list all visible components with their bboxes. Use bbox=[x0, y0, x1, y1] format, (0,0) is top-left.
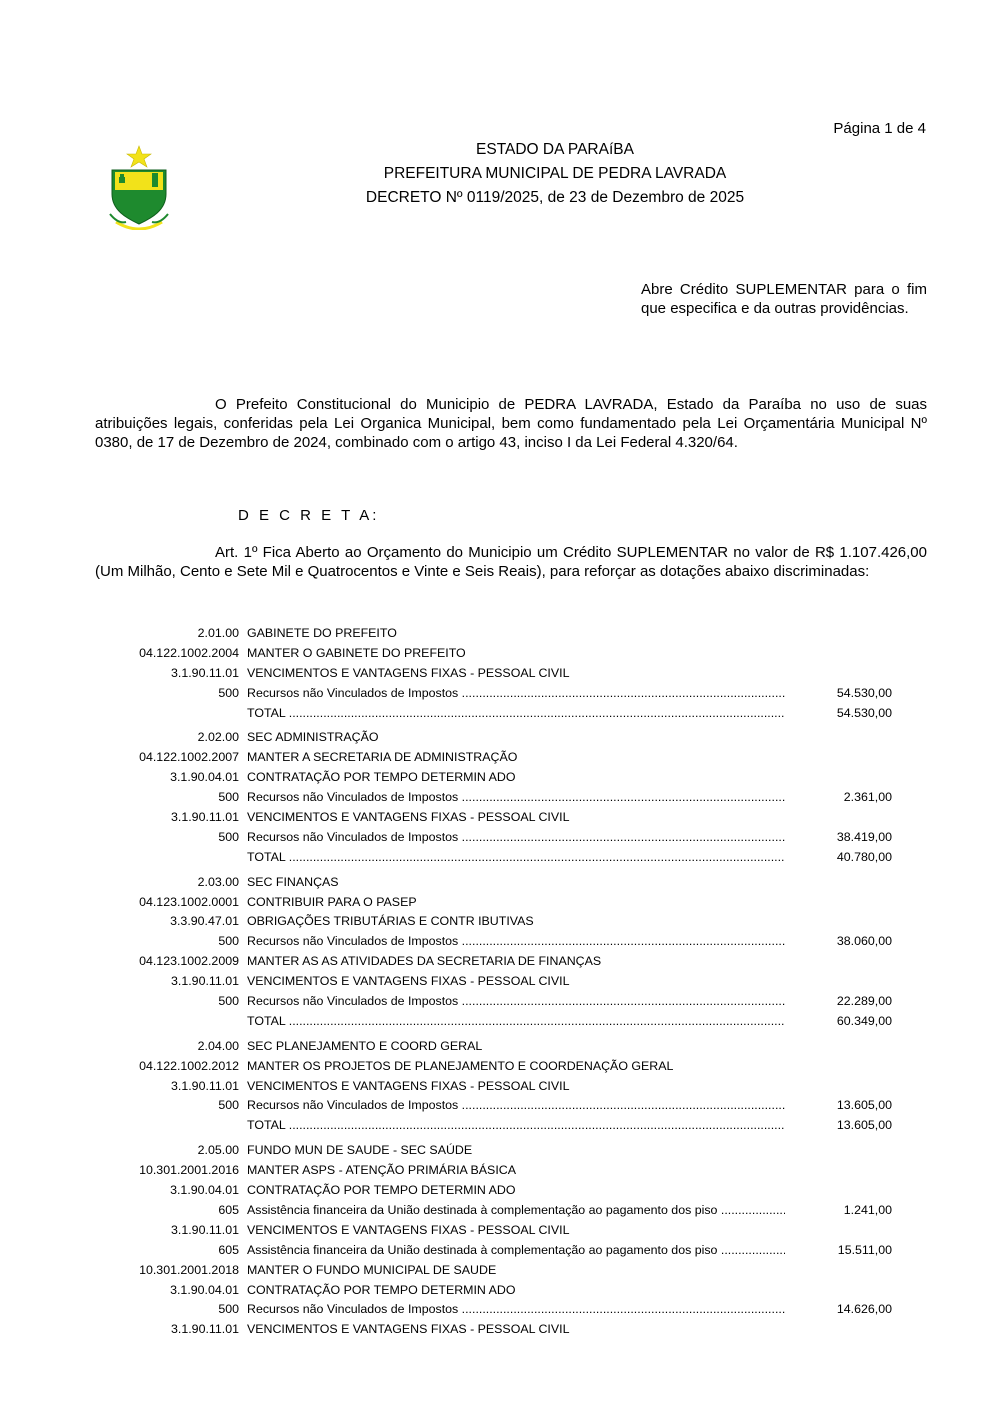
allocation-code: 3.1.90.04.01 bbox=[170, 1282, 239, 1297]
allocation-description: SEC PLANEJAMENTO E COORD GERAL bbox=[247, 1038, 483, 1053]
allocation-code: 500 bbox=[218, 829, 239, 844]
budget-allocations-table bbox=[0, 624, 1000, 1340]
table-row bbox=[0, 1281, 1000, 1301]
table-row bbox=[0, 1241, 1000, 1261]
article-1 bbox=[95, 543, 927, 581]
preamble-text: O Prefeito Constitucional do Municipio de PEDRA LAVRADA, Estado da Paraíba no uso de suas atribuições legais, conferidas pela Lei Organica Municipal, bem como fundamentado pela Lei Orçamentária Municipal Nº 0380, de 17 de Dezembro de 2024, combinado com o artigo 43, inciso I da Lei Federal 4.320/64. bbox=[95, 396, 927, 451]
table-row bbox=[0, 1300, 1000, 1320]
allocation-code: 3.1.90.11.01 bbox=[171, 810, 239, 825]
preamble bbox=[95, 395, 927, 452]
state-name: ESTADO DA PARAíBA bbox=[476, 141, 634, 158]
allocation-value: 40.780,00 bbox=[836, 849, 892, 864]
allocation-code: 2.03.00 bbox=[197, 874, 239, 889]
table-row bbox=[0, 748, 1000, 768]
allocation-code: 3.1.90.11.01 bbox=[171, 665, 239, 680]
allocation-value: 15.511,00 bbox=[837, 1242, 892, 1257]
allocation-description: Recursos não Vinculados de Impostos ..... bbox=[247, 932, 785, 952]
allocation-description: GABINETE DO PREFEITO bbox=[247, 626, 397, 640]
allocation-code: 605 bbox=[218, 1242, 239, 1257]
allocation-description: Recursos não Vinculados de Impostos ..... bbox=[247, 992, 785, 1012]
allocation-description: CONTRATAÇÃO POR TEMPO DETERMIN ADO bbox=[247, 770, 516, 785]
table-row bbox=[0, 952, 1000, 972]
table-row bbox=[0, 1261, 1000, 1281]
table-row bbox=[0, 893, 1000, 913]
allocation-description: OBRIGAÇÕES TRIBUTÁRIAS E CONTR IBUTIVAS bbox=[247, 914, 534, 929]
table-row bbox=[0, 848, 1000, 868]
table-row bbox=[0, 1161, 1000, 1181]
allocation-code: 500 bbox=[218, 685, 239, 700]
allocation-code: 2.02.00 bbox=[197, 730, 239, 745]
table-row bbox=[0, 1116, 1000, 1136]
table-row bbox=[0, 828, 1000, 848]
allocation-value: 60.349,00 bbox=[836, 1013, 892, 1028]
allocation-description: Recursos não Vinculados de Impostos ..... bbox=[247, 1300, 785, 1320]
allocation-value: 13.605,00 bbox=[836, 1098, 892, 1113]
allocation-description: Recursos não Vinculados de Impostos ..... bbox=[247, 684, 785, 704]
allocation-description: VENCIMENTOS E VANTAGENS FIXAS - PESSOAL CIVIL bbox=[247, 810, 570, 825]
allocation-value: 38.419,00 bbox=[836, 829, 892, 844]
decree-summary: Abre Crédito SUPLEMENTAR para o fim que especifica e da outras providências. bbox=[641, 281, 927, 317]
coat-of-arms-icon bbox=[106, 144, 172, 230]
allocation-value: 14.626,00 bbox=[836, 1302, 892, 1317]
allocation-description: TOTAL ..... bbox=[247, 1012, 785, 1032]
allocation-value: 38.060,00 bbox=[836, 934, 892, 949]
table-row bbox=[0, 1012, 1000, 1032]
allocation-code: 2.05.00 bbox=[197, 1143, 239, 1158]
article-1-text: Art. 1º Fica Aberto ao Orçamento do Municipio um Crédito SUPLEMENTAR no valor de R$ 1.107.426,00 (Um Milhão, Cento e Sete Mil e Quatrocentos e Vinte e Seis Reais), para reforçar as dotações abaixo discriminadas: bbox=[95, 544, 927, 580]
allocation-description: VENCIMENTOS E VANTAGENS FIXAS - PESSOAL CIVIL bbox=[247, 665, 570, 680]
allocation-description: MANTER O FUNDO MUNICIPAL DE SAUDE bbox=[247, 1262, 497, 1277]
allocation-description: SEC ADMINISTRAÇÃO bbox=[247, 730, 379, 745]
table-row bbox=[0, 873, 1000, 893]
allocation-code: 3.1.90.11.01 bbox=[171, 1222, 239, 1237]
allocation-description: TOTAL ..... bbox=[247, 704, 785, 724]
allocation-description: SEC FINANÇAS bbox=[247, 874, 339, 889]
allocation-value: 13.605,00 bbox=[836, 1118, 892, 1133]
allocation-description: VENCIMENTOS E VANTAGENS FIXAS - PESSOAL CIVIL bbox=[247, 1322, 570, 1337]
allocation-description: VENCIMENTOS E VANTAGENS FIXAS - PESSOAL CIVIL bbox=[247, 1078, 570, 1093]
allocation-code: 3.1.90.11.01 bbox=[171, 1322, 239, 1337]
table-row bbox=[0, 1221, 1000, 1241]
decreta-heading bbox=[238, 507, 379, 524]
allocation-description: VENCIMENTOS E VANTAGENS FIXAS - PESSOAL CIVIL bbox=[247, 1222, 570, 1237]
table-row bbox=[0, 788, 1000, 808]
allocation-description: Recursos não Vinculados de Impostos ..... bbox=[247, 1096, 785, 1116]
allocation-code: 500 bbox=[218, 1302, 239, 1317]
allocation-description: CONTRATAÇÃO POR TEMPO DETERMIN ADO bbox=[247, 1183, 516, 1198]
allocation-value: 2.361,00 bbox=[843, 790, 892, 805]
allocation-description: Recursos não Vinculados de Impostos ..... bbox=[247, 788, 785, 808]
allocation-code: 3.1.90.11.01 bbox=[171, 1078, 239, 1093]
allocation-code: 3.1.90.04.01 bbox=[170, 770, 239, 785]
table-row bbox=[0, 1201, 1000, 1221]
table-row bbox=[0, 1037, 1000, 1057]
table-row bbox=[0, 972, 1000, 992]
allocation-code: 500 bbox=[218, 1098, 239, 1113]
table-row bbox=[0, 1320, 1000, 1340]
prefecture-name: PREFEITURA MUNICIPAL DE PEDRA LAVRADA bbox=[383, 165, 727, 182]
table-row bbox=[0, 624, 1000, 644]
table-row bbox=[0, 664, 1000, 684]
allocation-code: 04.123.1002.2009 bbox=[139, 954, 239, 969]
allocation-code: 10.301.2001.2018 bbox=[139, 1262, 239, 1277]
allocation-description: MANTER AS AS ATIVIDADES DA SECRETARIA DE FINANÇAS bbox=[247, 954, 602, 969]
table-row bbox=[0, 992, 1000, 1012]
allocation-value: 54.530,00 bbox=[836, 685, 892, 700]
allocation-description: VENCIMENTOS E VANTAGENS FIXAS - PESSOAL CIVIL bbox=[247, 974, 570, 989]
table-row bbox=[0, 728, 1000, 748]
allocation-code: 3.3.90.47.01 bbox=[170, 914, 239, 929]
table-row bbox=[0, 704, 1000, 724]
allocation-code: 3.1.90.11.01 bbox=[171, 974, 239, 989]
allocation-description: Assistência financeira da União destinada à complementação ao pagamento dos piso ..... bbox=[247, 1201, 785, 1221]
allocation-description: FUNDO MUN DE SAUDE - SEC SAÚDE bbox=[247, 1143, 473, 1158]
table-row bbox=[0, 684, 1000, 704]
allocation-code: 2.04.00 bbox=[197, 1038, 239, 1053]
allocation-description: CONTRIBUIR PARA O PASEP bbox=[247, 894, 417, 909]
allocation-value: 1.241,00 bbox=[843, 1202, 892, 1217]
allocation-code: 04.122.1002.2012 bbox=[139, 1058, 239, 1073]
allocation-code: 605 bbox=[218, 1202, 239, 1217]
allocation-description: Recursos não Vinculados de Impostos ..... bbox=[247, 828, 785, 848]
allocation-description: MANTER ASPS - ATENÇÃO PRIMÁRIA BÁSICA bbox=[247, 1163, 516, 1178]
table-row bbox=[0, 644, 1000, 664]
allocation-value: 22.289,00 bbox=[836, 994, 892, 1009]
allocation-code: 2.01.00 bbox=[197, 626, 239, 640]
table-row bbox=[0, 1077, 1000, 1097]
decreta-text: D E C R E T A: bbox=[238, 507, 380, 524]
allocation-value: 54.530,00 bbox=[836, 705, 892, 720]
decree-title: DECRETO Nº 0119/2025, de 23 de Dezembro de 2025 bbox=[365, 189, 745, 206]
allocation-description: Assistência financeira da União destinada à complementação ao pagamento dos piso ..... bbox=[247, 1241, 785, 1261]
allocation-description: TOTAL ..... bbox=[247, 1116, 785, 1136]
allocation-code: 500 bbox=[218, 994, 239, 1009]
table-row bbox=[0, 932, 1000, 952]
table-row bbox=[0, 1057, 1000, 1077]
allocation-code: 04.122.1002.2004 bbox=[139, 645, 239, 660]
table-row bbox=[0, 1181, 1000, 1201]
table-row bbox=[0, 808, 1000, 828]
table-row bbox=[0, 912, 1000, 932]
allocation-code: 04.122.1002.2007 bbox=[139, 750, 239, 765]
allocation-code: 3.1.90.04.01 bbox=[170, 1183, 239, 1198]
allocation-description: MANTER A SECRETARIA DE ADMINISTRAÇÃO bbox=[247, 750, 518, 765]
allocation-code: 04.123.1002.0001 bbox=[139, 894, 239, 909]
allocation-description: CONTRATAÇÃO POR TEMPO DETERMIN ADO bbox=[247, 1282, 516, 1297]
page-number: Página 1 de 4 bbox=[833, 120, 926, 137]
allocation-code: 500 bbox=[218, 934, 239, 949]
allocation-code: 500 bbox=[218, 790, 239, 805]
allocation-description: MANTER OS PROJETOS DE PLANEJAMENTO E COORDENAÇÃO GERAL bbox=[247, 1058, 674, 1073]
table-row bbox=[0, 768, 1000, 788]
allocation-code: 10.301.2001.2016 bbox=[139, 1163, 239, 1178]
table-row bbox=[0, 1141, 1000, 1161]
table-row bbox=[0, 1096, 1000, 1116]
allocation-description: TOTAL ..... bbox=[247, 848, 785, 868]
allocation-description: MANTER O GABINETE DO PREFEITO bbox=[247, 645, 466, 660]
